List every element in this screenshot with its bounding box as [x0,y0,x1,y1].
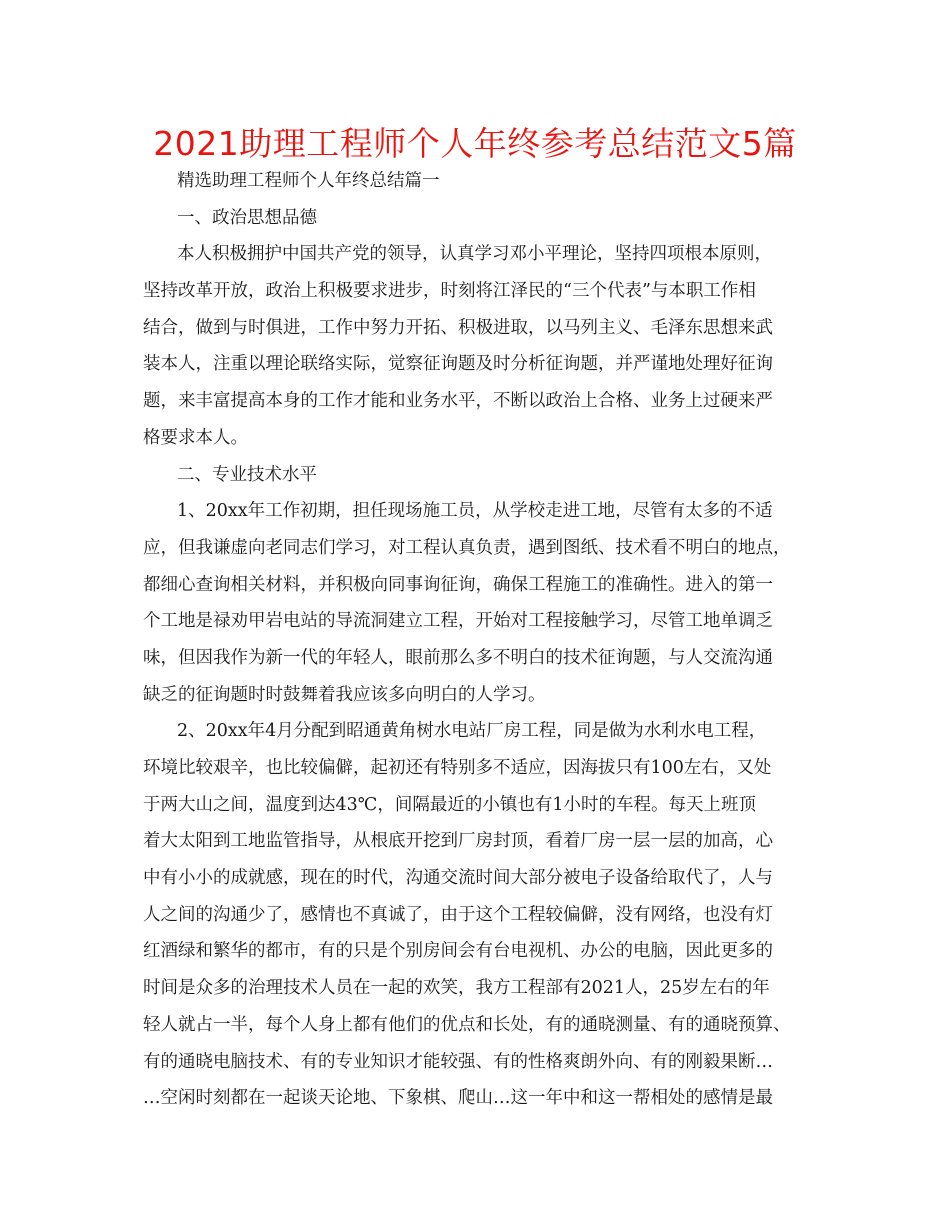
text-line: 人之间的沟通少了，感情也不真诚了，由于这个工程较偏僻，没有网络，也没有灯 [143,904,773,925]
text-line: 缺乏的征询题时时鼓舞着我应该多向明白的人学习。 [143,684,546,705]
text-line: 中有小小的成就感，现在的时代，沟通交流时间大部分被电子设备给取代了，人与 [143,868,773,889]
text-line: 一、政治思想品德 [177,207,317,228]
document-title: 2021助理工程师个人年终参考总结范文5篇 [153,124,797,163]
text-line: 个工地是禄劝甲岩电站的导流洞建立工程，开始对工程接触学习，尽管工地单调乏 [143,611,773,632]
text-line: 二、专业技术水平 [177,464,317,485]
text-line: 轻人就占一半，每个人身上都有他们的优点和长处，有的通晓测量、有的通晓预算、 [143,1014,791,1035]
text-line: 坚持改革开放，政治上积极要求进步，时刻将江泽民的“三个代表”与本职工作相 [143,281,756,302]
text-line: 有的通晓电脑技术、有的专业知识才能较强、有的性格爽朗外向、有的刚毅果断… [143,1051,773,1072]
text-line: 本人积极拥护中国共产党的领导，认真学习邓小平理论，坚持四项根本原则， [177,244,772,265]
text-line: 红酒绿和繁华的都市，有的只是个别房间会有台电视机、办公的电脑，因此更多的 [143,941,773,962]
document-body [143,163,815,1117]
text-line: 着大太阳到工地监管指导，从根底开挖到厂房封顶，看着厂房一层一层的加高，心 [143,831,773,852]
text-line: 2、20xx年4月分配到昭通黄角树水电站厂房工程，同是做为水利水电工程， [177,721,767,742]
text-line: 味，但因我作为新一代的年轻人，眼前那么多不明白的技术征询题，与人交流沟通 [143,647,773,668]
text-line: 1、20xx年工作初期，担任现场施工员，从学校走进工地，尽管有太多的不适 [177,501,773,522]
text-line: 格要求本人。 [143,427,248,448]
text-line: 环境比较艰辛，也比较偏僻，起初还有特别多不适应，因海拔只有100左右，又处 [143,758,772,778]
text-line: 都细心查询相关材料，并积极向同事询征询，确保工程施工的准确性。进入的第一 [143,574,773,595]
text-line: 应，但我谦虚向老同志们学习，对工程认真负责，遇到图纸、技术看不明白的地点， [143,537,791,558]
text-line: 题，来丰富提高本身的工作才能和业务水平，不断以政治上合格、业务上过硬来严 [143,391,773,412]
text-line: 于两大山之间，温度到达43℃，间隔最近的小镇也有1小时的车程。每天上班顶 [143,794,756,815]
text-line: …空闲时刻都在一起谈天论地、下象棋、爬山…这一年中和这一帮相处的感情是最 [143,1088,773,1109]
text-line: 精选助理工程师个人年终总结篇一 [177,171,440,191]
text-line: 结合，做到与时俱进，工作中努力开拓、积极进取，以马列主义、毛泽东思想来武 [143,317,773,338]
text-line: 装本人，注重以理论联络实际，觉察征询题及时分析征询题，并严谨地处理好征询 [143,354,773,375]
text-line: 时间是众多的治理技术人员在一起的欢笑，我方工程部有2021人，25岁左右的年 [143,978,770,999]
